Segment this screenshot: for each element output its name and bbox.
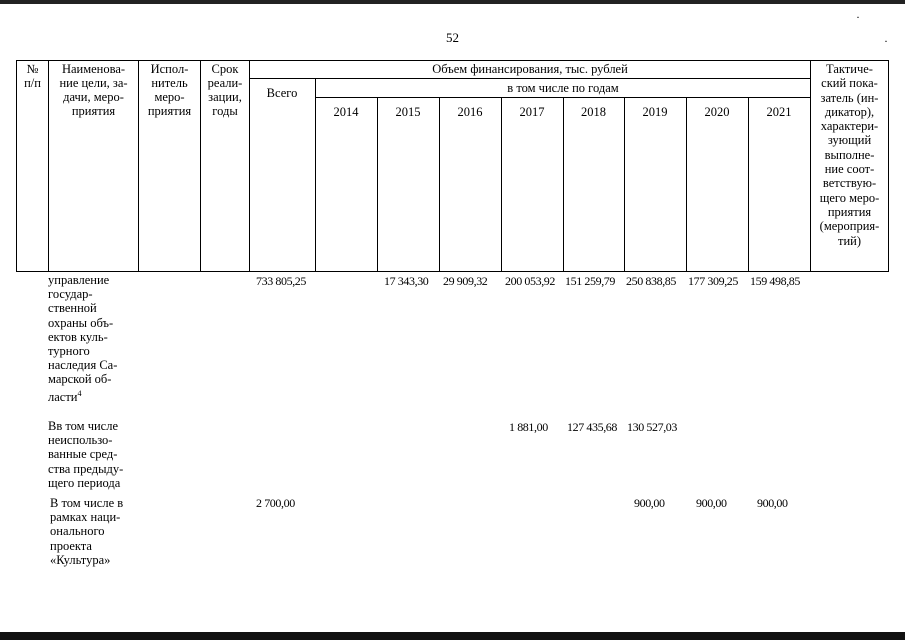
header-executor: Испол- нитель меро- приятия <box>147 62 192 118</box>
speck: · <box>884 34 888 48</box>
bottom-border <box>0 632 905 640</box>
header-total: Всего <box>266 86 298 100</box>
page-number: 52 <box>446 30 459 45</box>
row-value: 151 259,79 <box>565 274 616 288</box>
header-year: 2016 <box>457 105 483 119</box>
row-value: 900,00 <box>634 496 665 510</box>
header-year: 2018 <box>581 105 606 119</box>
header-by-years: в том числе по годам <box>507 81 619 95</box>
header-indicator: Тактиче- ский пока- затель (ин- дикатор), характери- зующий выполне- ние соот- ветствую- щего меро- приятия (мероприя- тий) <box>819 62 880 248</box>
top-border <box>0 0 905 4</box>
row-value: 130 527,03 <box>627 420 678 434</box>
header-year: 2015 <box>395 105 421 119</box>
row-value: 127 435,68 <box>567 420 618 434</box>
row-value: 250 838,85 <box>626 274 677 288</box>
row-value: 29 909,32 <box>443 274 488 288</box>
header-term: Срок реали- зации, годы <box>207 62 243 118</box>
row-value: 200 053,92 <box>505 274 556 288</box>
row-value: 900,00 <box>757 496 788 510</box>
row-value: 1 881,00 <box>509 420 548 434</box>
row-value: 17 343,30 <box>384 274 429 288</box>
row-value: 159 498,85 <box>750 274 801 288</box>
row-name: В том числе в рамках наци- онального проекта «Культура» <box>50 496 124 567</box>
row-value: 177 309,25 <box>688 274 739 288</box>
header-year: 2021 <box>766 105 792 119</box>
header-no: № п/п <box>24 62 41 90</box>
row-value: 900,00 <box>696 496 727 510</box>
header-financing: Объем финансирования, тыс. рублей <box>432 62 628 76</box>
header-year: 2020 <box>704 105 730 119</box>
row-name: Вв том числе неиспользо- ванные сред- ства предыду- щего периода <box>48 419 124 490</box>
row-total: 733 805,25 <box>256 274 307 288</box>
header-year: 2017 <box>519 105 545 119</box>
row-name: управление государ- ственной охраны объ- ектов куль- турного наследия Са- марской об- ласти$^4$ <box>48 273 118 404</box>
header-name: Наименова- ние цели, за- дачи, меро- приятия <box>59 62 128 118</box>
header-year: 2014 <box>333 105 359 119</box>
speck: · <box>856 10 860 24</box>
row-total: 2 700,00 <box>256 496 295 510</box>
header-year: 2019 <box>642 105 668 119</box>
